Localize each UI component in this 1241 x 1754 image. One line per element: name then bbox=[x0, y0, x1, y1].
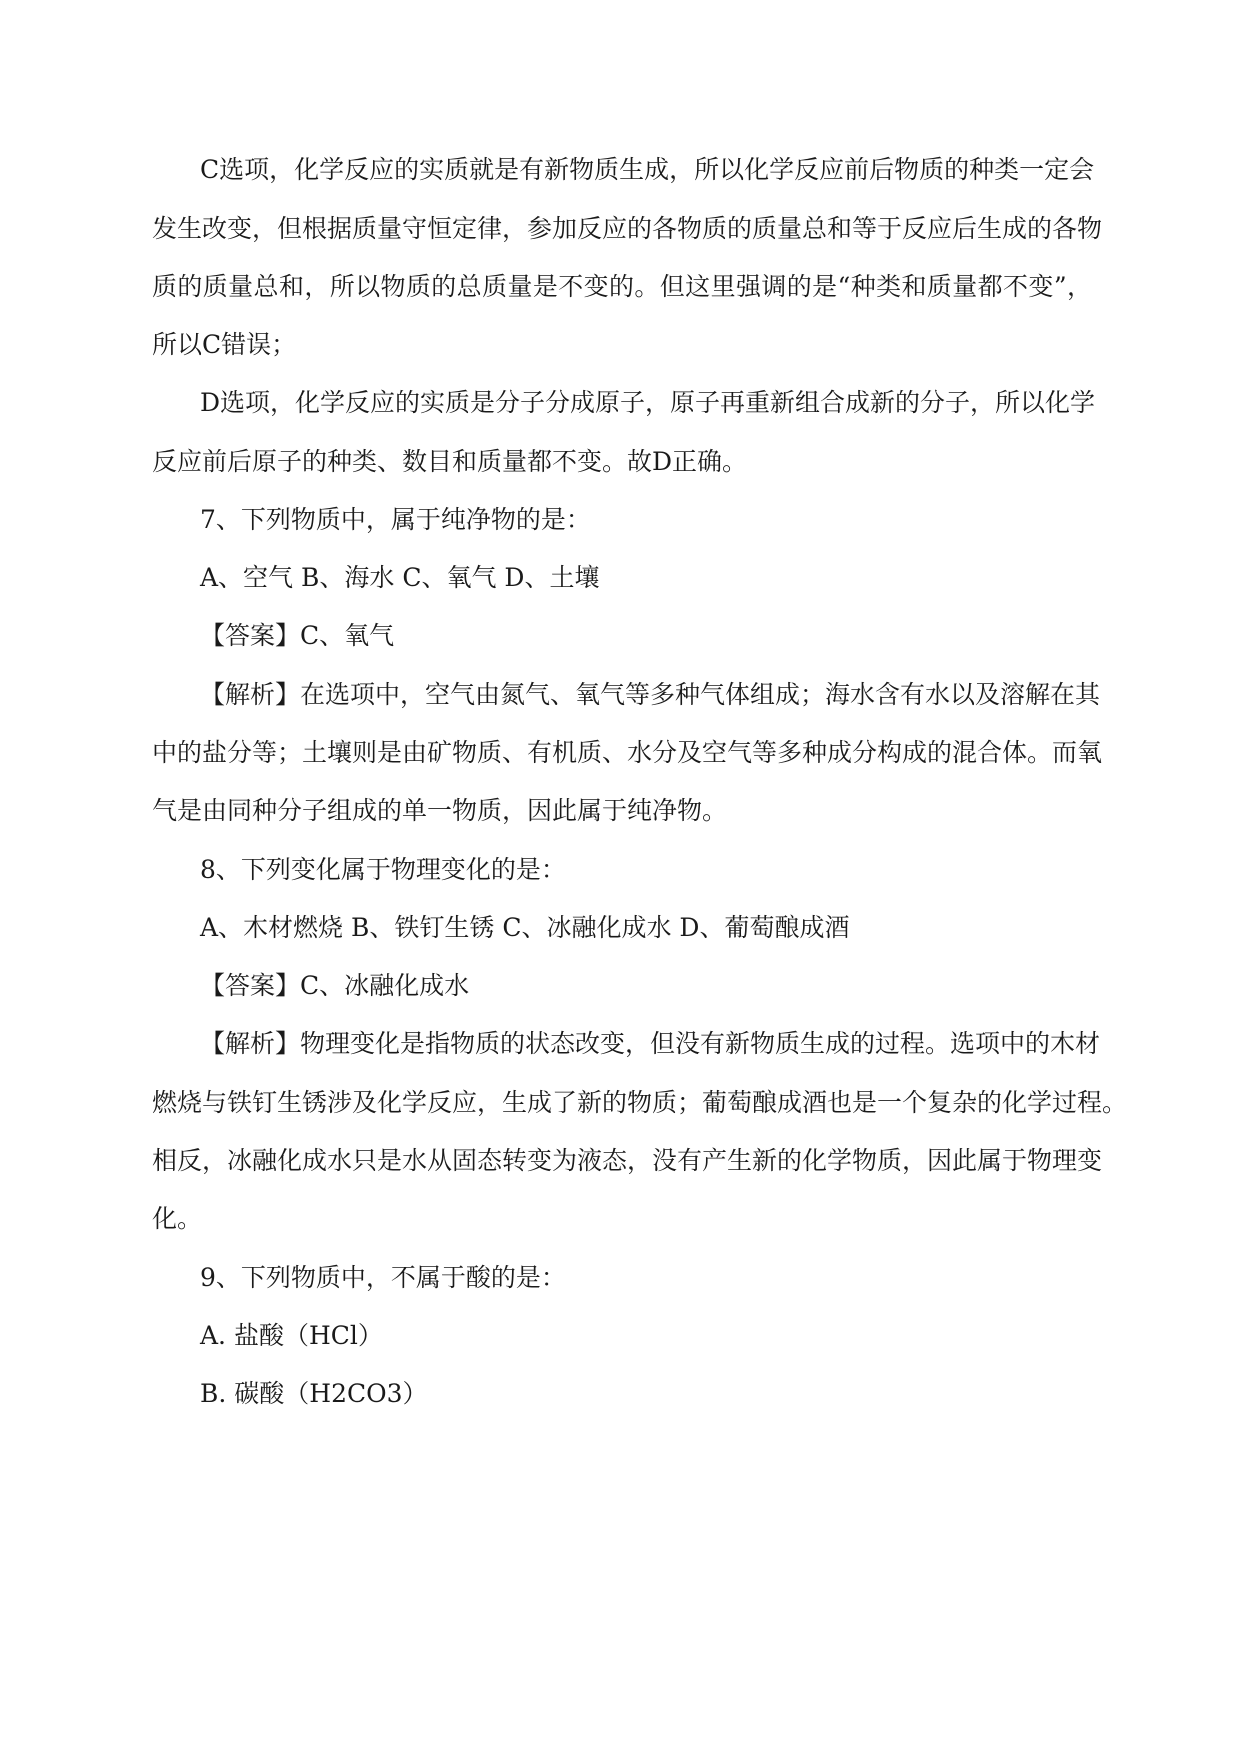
question-8-explanation-line-4: 化。 bbox=[152, 1204, 203, 1233]
question-9-option-a: A. 盐酸（HCl） bbox=[200, 1321, 383, 1350]
question-8-explanation-line-2: 燃烧与铁钉生锈涉及化学反应，生成了新的物质；葡萄酿成酒也是一个复杂的化学过程。 bbox=[152, 1088, 1128, 1117]
paragraph-d-option-line-2: 反应前后原子的种类、数目和质量都不变。故D正确。 bbox=[152, 447, 748, 476]
question-9: 9、下列物质中，不属于酸的是： bbox=[200, 1263, 566, 1292]
question-7: 7、下列物质中，属于纯净物的是： bbox=[200, 505, 591, 534]
question-8: 8、下列变化属于物理变化的是： bbox=[200, 855, 566, 884]
question-8-answer: 【答案】C、冰融化成水 bbox=[200, 971, 470, 1000]
question-9-option-b: B. 碳酸（H2CO3） bbox=[200, 1379, 428, 1408]
paragraph-c-option-line-2: 发生改变，但根据质量守恒定律，参加反应的各物质的质量总和等于反应后生成的各物 bbox=[152, 214, 1103, 243]
paragraph-c-option-line-4: 所以C错误； bbox=[152, 330, 297, 359]
question-7-explanation-line-1: 【解析】在选项中，空气由氮气、氧气等多种气体组成；海水含有水以及溶解在其 bbox=[200, 680, 1101, 709]
question-7-options: A、空气 B、海水 C、氧气 D、土壤 bbox=[200, 563, 600, 592]
paragraph-c-option-line-3: 质的质量总和，所以物质的总质量是不变的。但这里强调的是“种类和质量都不变”， bbox=[152, 272, 1092, 301]
question-8-explanation-line-3: 相反，冰融化成水只是水从固态转变为液态，没有产生新的化学物质，因此属于物理变 bbox=[152, 1146, 1103, 1175]
question-8-options: A、木材燃烧 B、铁钉生锈 C、冰融化成水 D、葡萄酿成酒 bbox=[200, 913, 850, 942]
question-7-answer: 【答案】C、氧气 bbox=[200, 621, 395, 650]
question-8-explanation-line-1: 【解析】物理变化是指物质的状态改变，但没有新物质生成的过程。选项中的木材 bbox=[200, 1029, 1101, 1058]
paragraph-d-option-line-1: D选项，化学反应的实质是分子分成原子，原子再重新组合成新的分子，所以化学 bbox=[200, 388, 1096, 417]
question-7-explanation-line-3: 气是由同种分子组成的单一物质，因此属于纯净物。 bbox=[152, 796, 728, 825]
question-7-explanation-line-2: 中的盐分等；土壤则是由矿物质、有机质、水分及空气等多种成分构成的混合体。而氧 bbox=[152, 738, 1103, 767]
paragraph-c-option-line-1: C选项，化学反应的实质就是有新物质生成，所以化学反应前后物质的种类一定会 bbox=[200, 155, 1095, 184]
